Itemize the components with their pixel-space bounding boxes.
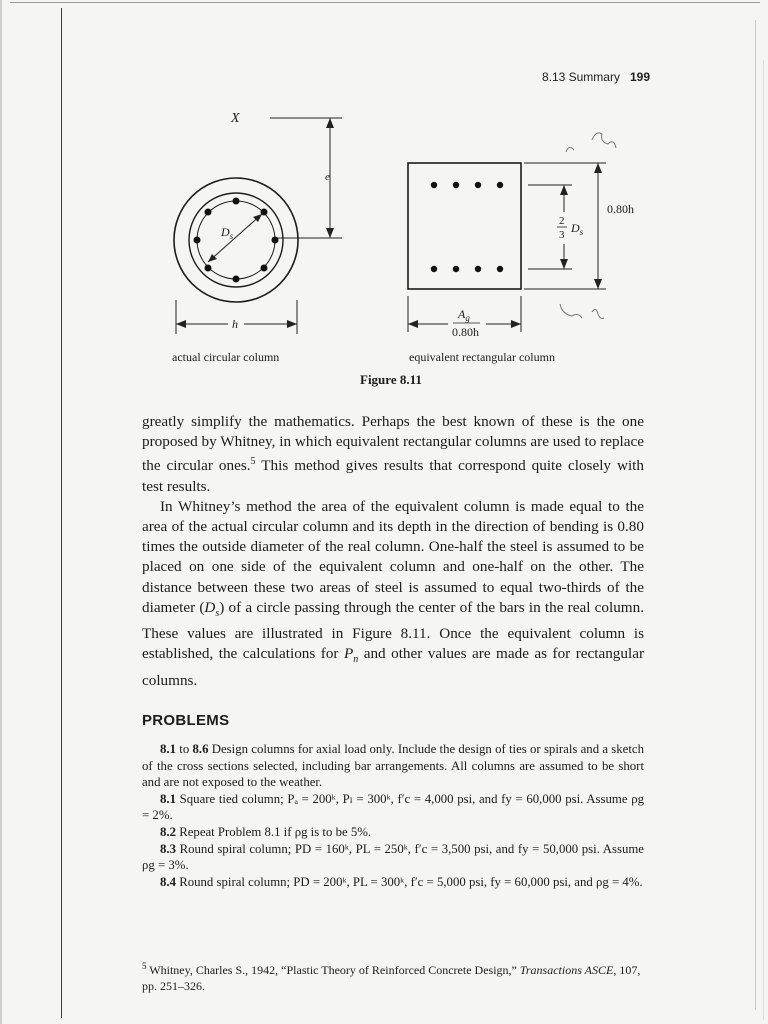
paragraph-1: greatly simplify the mathematics. Perhaps the best known of these is the one proposed by Whitney, in which equivalent rectangular columns are used to replace the circular ones.$^5$ This method gives results that correspond quite closely with test results. xyxy=(142,413,644,495)
caption-actual-circular: actual circular column xyxy=(172,350,280,364)
problem-intro: 8.1 to 8.6 Design columns for axial load only. Include the design of ties or spirals and a sketch of the cross sections selected, including bar arrangements. All columns are assumed to be short and are not exposed to the weather. xyxy=(142,742,644,790)
rectangular-column-outline xyxy=(408,163,521,289)
bar xyxy=(453,182,459,188)
label-ds-left: $D_s$ xyxy=(221,225,234,241)
figure-caption: Figure 8.11 xyxy=(360,372,422,387)
label-frac-num: 2 xyxy=(559,215,565,227)
circular-column-outline xyxy=(174,178,298,302)
label-frac-den: 3 xyxy=(559,229,565,241)
body-text xyxy=(142,412,644,691)
bar xyxy=(431,182,437,188)
figure-8-11 xyxy=(0,0,768,400)
label-e: e xyxy=(325,171,330,183)
footnote-ref-5: 5 xyxy=(250,456,256,468)
bar xyxy=(497,266,503,272)
label-0-80h-vertical: 0.80h xyxy=(607,202,634,216)
running-head-title: 8.13 Summary xyxy=(541,70,620,84)
rectangular-column-diagram xyxy=(408,133,634,364)
footnote-5: $^5$ Whitney, Charles S., 1942, “Plastic Theory of Reinforced Concrete Design,” Transactions ASCE, 107, pp. 251–326. xyxy=(142,961,641,993)
bar xyxy=(431,266,437,272)
bar xyxy=(205,209,212,216)
problem-8-3: 8.3 Round spiral column; PD = 160ᵏ, PL = 250ᵏ, f′c = 3,500 psi, and fy = 50,000 psi. Assume ρg = 3%. xyxy=(142,841,644,873)
paragraph-2: In Whitney’s method the area of the equivalent column is made equal to the area of the actual circular column and its depth in the direction of bending is 0.80 times the outside diameter of the real column. One-half the steel is assumed to be placed on one side of the equivalent column and one-half on the other. The distance between these two areas of steel is assumed to equal two-thirds of the diameter $(D_s)$ of a circle passing through the center of the bars in the real column. These values are illustrated in Figure 8.11. Once the equivalent column is established, the calculations for $P_n$ and other values are made as for rectangular columns. xyxy=(142,497,644,689)
label-ds-right: $D_s$ xyxy=(571,221,584,237)
label-0-80h-bottom: 0.80h xyxy=(452,325,479,339)
caption-equivalent-rectangular: equivalent rectangular column xyxy=(409,350,555,364)
problem-8-2: 8.2 Repeat Problem 8.1 if ρg is to be 5%. xyxy=(160,824,372,839)
circular-column-bars xyxy=(194,198,279,283)
label-ag: $A_g$ xyxy=(458,307,470,323)
problem-8-1: 8.1 Square tied column; Pₐ = 200ᵏ, Pₗ = 300ᵏ, f′c = 4,000 psi, and fy = 60,000 psi. Assume ρg = 2%. xyxy=(142,791,644,823)
label-x: X xyxy=(231,111,240,126)
bar xyxy=(475,266,481,272)
bar xyxy=(497,182,503,188)
bar xyxy=(453,266,459,272)
problems-heading: PROBLEMS xyxy=(142,712,230,729)
problems-list xyxy=(142,741,644,890)
bar xyxy=(261,265,268,272)
bar xyxy=(272,237,279,244)
spiral-ring xyxy=(189,193,283,287)
label-h: h xyxy=(232,317,238,331)
bar xyxy=(194,237,201,244)
bar xyxy=(233,198,240,205)
problem-8-4: 8.4 Round spiral column; PD = 200ᵏ, PL = 300ᵏ, f′c = 5,000 psi, fy = 60,000 psi, and ρg = 4%. xyxy=(160,874,643,889)
rectangular-column-bars xyxy=(431,182,503,272)
handwritten-marks xyxy=(560,133,616,319)
bar xyxy=(475,182,481,188)
bar xyxy=(205,265,212,272)
bar xyxy=(233,276,240,283)
page-number: 199 xyxy=(629,70,650,84)
circular-column-diagram xyxy=(172,111,342,364)
